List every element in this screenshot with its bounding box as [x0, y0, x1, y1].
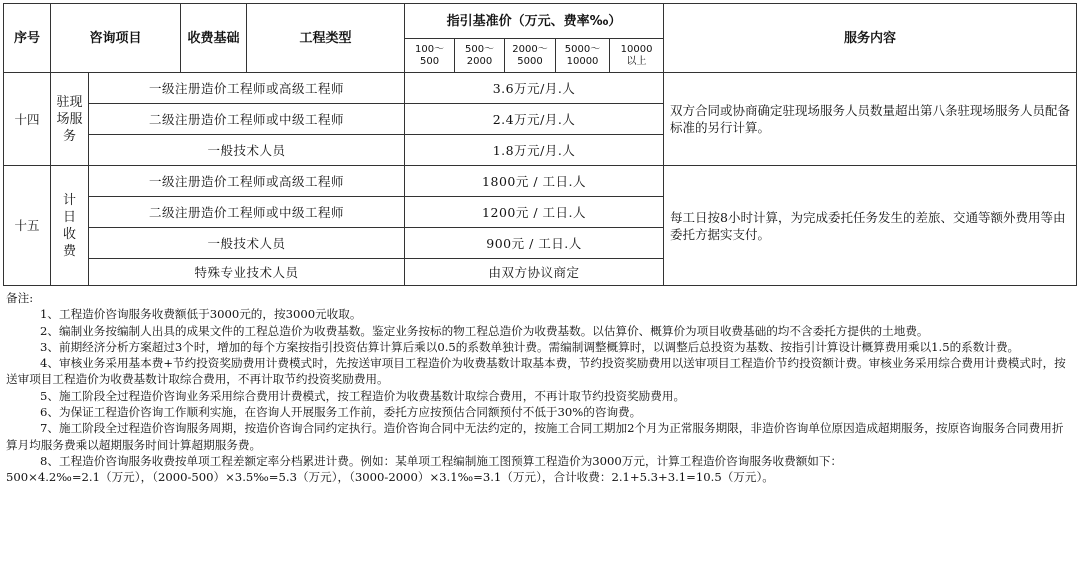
notes-title: 备注:: [6, 291, 34, 305]
header-service: 服务内容: [664, 4, 1077, 73]
fee-table: [3, 3, 1077, 286]
header-range-1: 100～ 500: [405, 39, 455, 73]
group15-row1-price: 1800元 / 工日.人: [405, 166, 664, 197]
note-2: 2、编制业务按编制人出具的成果文件的工程总造价为收费基数。鉴定业务按标的物工程总造价为收费基数。以估算价、概算价为项目收费基础的均不含委托方提供的土地费。: [40, 323, 929, 338]
header-item: 咨询项目: [51, 4, 181, 73]
group14-row1-type: 一级注册造价工程师或高级工程师: [89, 73, 405, 104]
header-range-4: 5000～ 10000: [556, 39, 610, 73]
note-8-example: 500×4.2‰=2.1（万元），（2000-500）×3.5‰=5.3（万元），（3000-2000）×3.1‰=3.1（万元），合计收费：2.1+5.3+3.1=10.5（万元）。: [6, 470, 774, 485]
group15-row4-type: 特殊专业技术人员: [89, 259, 405, 286]
note-1: 1、工程造价咨询服务收费额低于3000元的，按3000元收取。: [40, 307, 362, 322]
group14-name: 驻现场服务: [51, 73, 89, 166]
header-range-3: 2000～ 5000: [505, 39, 556, 73]
group14-row3-price: 1.8万元/月.人: [405, 135, 664, 166]
note-8: 8、工程造价咨询服务收费按单项工程差额定率分档累进计费。例如：某单项工程编制施工图预算工程造价为3000万元，计算工程造价咨询服务收费额如下：: [40, 453, 843, 468]
header-price: 指引基准价（万元、费率‰）: [405, 4, 664, 39]
group14-service: 双方合同或协商确定驻现场服务人员数量超出第八条驻现场服务人员配备标准的另行计算。: [664, 73, 1077, 166]
table-row: [4, 73, 1077, 104]
header-type: 工程类型: [247, 4, 405, 73]
group15-num: 十五: [4, 166, 51, 286]
header-seq: 序号: [4, 4, 51, 73]
group15-service: 每工日按8小时计算，为完成委托任务发生的差旅、交通等额外费用等由委托方据实支付。: [664, 166, 1077, 286]
note-5: 5、施工阶段全过程造价咨询业务采用综合费用计费模式，按工程造价为收费基数计取综合费用，不再计取节约投资奖励费用。: [40, 388, 686, 403]
note-7: 7、施工阶段全过程造价咨询服务周期，按造价咨询合同约定执行。造价咨询合同中无法约定的，按施工合同工期加2个月为正常服务期限，非造价咨询单位原因造成超期服务，按原咨询服务合同费用折算月均服务费乘以超期服务时间计算超期服务费。: [6, 421, 1064, 452]
group15-name: 计日收费: [51, 166, 89, 286]
header-range-5: 10000 以上: [610, 39, 664, 73]
group15-row4-price: 由双方协议商定: [405, 259, 664, 286]
group14-num: 十四: [4, 73, 51, 166]
group14-row2-type: 二级注册造价工程师或中级工程师: [89, 104, 405, 135]
header-range-2: 500～ 2000: [455, 39, 505, 73]
table-row: [4, 166, 1077, 197]
group14-row2-price: 2.4万元/月.人: [405, 104, 664, 135]
group15-row2-type: 二级注册造价工程师或中级工程师: [89, 197, 405, 228]
note-4: 4、审核业务采用基本费+节约投资奖励费用计费模式时，先按送审项目工程造价为收费基数计取基本费，节约投资奖励费用以送审项目工程造价节约投资额计费。审核业务采用综合费用计费模式时，按送审项目工程造价为收费基数计取综合费用，不再计取节约投资奖励费用。: [6, 356, 1066, 387]
group15-row1-type: 一级注册造价工程师或高级工程师: [89, 166, 405, 197]
header-basis: 收费基础: [181, 4, 247, 73]
note-3: 3、前期经济分析方案超过3个时，增加的每个方案按指引投资估算计算后乘以0.5的系数单独计费。需编制调整概算时，以调整后总投资为基数、按指引计算设计概算费用乘以1.5的系数计费。: [40, 339, 1020, 354]
group15-row3-type: 一般技术人员: [89, 228, 405, 259]
group15-row2-price: 1200元 / 工日.人: [405, 197, 664, 228]
group14-row1-price: 3.6万元/月.人: [405, 73, 664, 104]
note-6: 6、为保证工程造价咨询工作顺利实施，在咨询人开展服务工作前，委托方应按预估合同额预付不低于30%的咨询费。: [40, 405, 642, 420]
group14-row3-type: 一般技术人员: [89, 135, 405, 166]
group15-row3-price: 900元 / 工日.人: [405, 228, 664, 259]
notes-section: [6, 290, 1074, 486]
